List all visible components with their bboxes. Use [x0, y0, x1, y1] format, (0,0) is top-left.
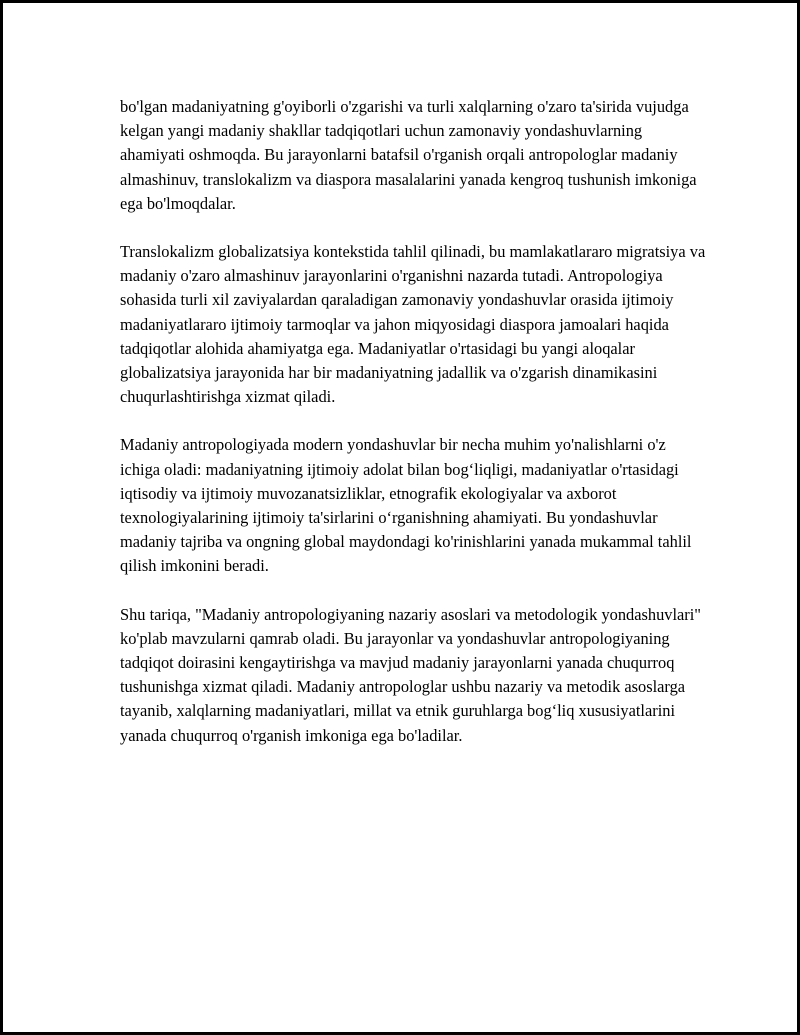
paragraph-3: Madaniy antropologiyada modern yondashuvlar bir necha muhim yo'nalishlarni o'z ichiga oladi: madaniyatning ijtimoiy adolat bilan bog‘liqligi, madaniyatlar o'rtasidagi iqtisodiy va ijtimoiy muvozanatsizliklar, etnografik ekologiyalar va axborot texnologiyalarining ijtimoiy ta'sirlarini o‘rganishning ahamiyati. Bu yondashuvlar madaniy tajriba va ongning global maydondagi ko'rinishlarini yanada mukammal tahlil qilish imkonini beradi. [120, 435, 692, 576]
document-body [120, 95, 706, 772]
paragraph-2: Translokalizm globalizatsiya kontekstida tahlil qilinadi, bu mamlakatlararo migratsiya va madaniy o'zaro almashinuv jarayonlarini o'rganishni nazarda tutadi. Antropologiya sohasida turli xil zaviyalardan qaraladigan zamonaviy yondashuvlar orasida ijtimoiy madaniyatlararo ijtimoiy tarmoqlar va jahon miqyosidagi diaspora jamoalari haqida tadqiqotlar alohida ahamiyatga ega. Madaniyatlar o'rtasidagi bu yangi aloqalar globalizatsiya jarayonida har bir madaniyatning jadallik va o'zgarish dinamikasini chuqurlashtirishga xizmat qiladi. [120, 242, 706, 407]
paragraph-1: bo'lgan madaniyatning g'oyiborli o'zgarishi va turli xalqlarning o'zaro ta'sirida vujudga kelgan yangi madaniy shakllar tadqiqotlari uchun zamonaviy yondashuvlarning ahamiyati oshmoqda. Bu jarayonlarni batafsil o'rganish orqali antropologlar madaniy almashinuv, translokalizm va diaspora masalalarini yanada kengroq tushunish imkoniga ega bo'lmoqdalar. [120, 97, 697, 213]
paragraph-4: Shu tariqa, "Madaniy antropologiyaning nazariy asoslari va metodologik yondashuvlari" ko'plab mavzularni qamrab oladi. Bu jarayonlar va yondashuvlar antropologiyaning tadqiqot doirasini kengaytirishga va mavjud madaniy jarayonlarni yanada chuqurroq tushunishga xizmat qiladi. Madaniy antropologlar ushbu nazariy va metodik asoslarga tayanib, xalqlarning madaniyatlari, millat va etnik guruhlarga bog‘liq xususiyatlarini yanada chuqurroq o'rganish imkoniga ega bo'ladilar. [120, 604, 702, 745]
